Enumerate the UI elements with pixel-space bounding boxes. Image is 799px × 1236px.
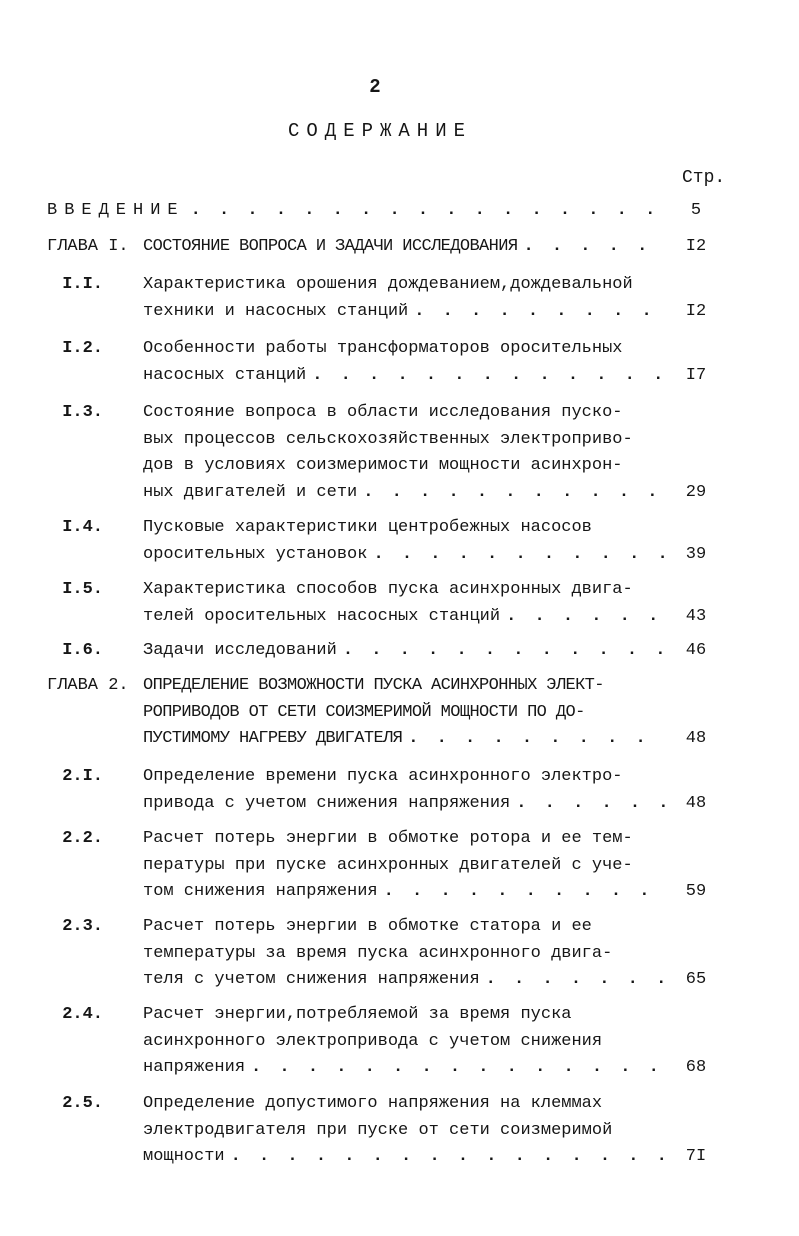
chapter-2-line-3: ПУСТИМОМУ НАГРЕВУ ДВИГАТЕЛЯ	[143, 729, 403, 748]
chapter-1-page: I2	[685, 237, 707, 256]
section-title	[143, 515, 665, 568]
section-line: Расчет потерь энергии в обмотке ротора и ее тем-	[143, 829, 633, 848]
section-line: Характеристика орошения дождеванием,дождевальной	[143, 275, 633, 294]
section-number: I.3.	[62, 403, 103, 422]
chapter-2-label: ГЛАВА 2.	[47, 676, 129, 695]
dot-leader	[486, 970, 665, 989]
section-title	[143, 272, 665, 325]
section-line: дов в условиях соизмеримости мощности асинхрон-	[143, 456, 623, 475]
section-number: 2.4.	[62, 1005, 103, 1024]
chapter-2-page: 48	[685, 729, 707, 748]
chapter-1-title	[143, 234, 665, 261]
section-line: Расчет энергии,потребляемой за время пуска	[143, 1005, 572, 1024]
section-line: том снижения напряжения	[143, 882, 378, 901]
section-line: оросительных установок	[143, 544, 368, 564]
page-column-label: Стр.	[682, 168, 726, 188]
toc-title: СОДЕРЖАНИЕ	[287, 120, 473, 142]
intro-page: 5	[690, 201, 702, 220]
section-line: Расчет потерь энергии в обмотке статора и ее	[143, 917, 592, 936]
dot-leader	[516, 794, 665, 813]
section-line: Характеристика способов пуска асинхронных двига-	[143, 580, 633, 599]
section-line: Задачи исследований	[143, 641, 337, 660]
section-title	[143, 764, 665, 817]
dot-leader	[373, 545, 665, 564]
section-page: 39	[685, 544, 707, 564]
dot-leader	[363, 483, 665, 502]
section-number: I.6.	[62, 641, 103, 660]
section-line: пературы при пуске асинхронных двигателей с уче-	[143, 855, 633, 875]
section-page: 68	[685, 1058, 707, 1077]
section-page: 29	[685, 482, 707, 502]
section-page: I7	[685, 365, 707, 385]
toc-entry-intro	[47, 198, 665, 225]
section-title	[143, 400, 665, 506]
section-line: напряжения	[143, 1058, 246, 1077]
dot-leader	[408, 729, 665, 748]
section-line: электродвигателя при пуске от сети соизмеримой	[143, 1120, 613, 1140]
section-line: насосных станций	[143, 365, 307, 385]
dot-leader	[231, 1147, 665, 1166]
section-line: Определение допустимого напряжения на клеммах	[143, 1094, 603, 1113]
section-page: 43	[685, 606, 707, 626]
chapter-1-line-1: СОСТОЯНИЕ ВОПРОСА И ЗАДАЧИ ИССЛЕДОВАНИЯ	[143, 237, 518, 256]
section-title	[143, 914, 665, 994]
section-number: 2.3.	[62, 917, 103, 936]
section-line: асинхронного электропривода с учетом снижения	[143, 1031, 603, 1051]
section-line: теля с учетом снижения напряжения	[143, 970, 480, 989]
section-page: 46	[685, 641, 707, 660]
section-number: 2.2.	[62, 829, 103, 848]
section-title	[143, 826, 665, 906]
section-title	[143, 1002, 665, 1082]
section-number: I.4.	[62, 518, 103, 537]
section-line: телей оросительных насосных станций	[143, 606, 501, 626]
section-title	[143, 1091, 665, 1171]
section-number: I.2.	[62, 339, 103, 358]
intro-label: ВВЕДЕНИЕ	[47, 201, 185, 220]
page-number: 2	[369, 76, 381, 98]
section-line: привода с учетом снижения напряжения	[143, 793, 511, 813]
dot-leader	[506, 607, 665, 626]
chapter-2-title	[143, 673, 665, 753]
section-number: 2.I.	[62, 767, 103, 786]
section-line: ных двигателей и сети	[143, 482, 358, 502]
section-page: 65	[685, 970, 707, 989]
section-line: Определение времени пуска асинхронного электро-	[143, 767, 623, 786]
chapter-2-line-1: ОПРЕДЕЛЕНИЕ ВОЗМОЖНОСТИ ПУСКА АСИНХРОННЫХ ЭЛЕКТ-	[143, 676, 604, 695]
chapter-1-label: ГЛАВА I.	[47, 237, 129, 256]
section-title	[143, 336, 665, 389]
dot-leader	[312, 366, 665, 385]
dot-leader	[251, 1058, 665, 1077]
section-page: 48	[685, 793, 707, 813]
section-line: техники и насосных станций	[143, 301, 409, 321]
section-line: вых процессов сельскохозяйственных электроприво-	[143, 429, 633, 449]
section-line: мощности	[143, 1147, 225, 1166]
section-page: 59	[685, 882, 707, 901]
section-line: Состояние вопроса в области исследования пуско-	[143, 403, 623, 422]
section-number: I.I.	[62, 275, 103, 294]
section-page: 7I	[685, 1147, 707, 1166]
dot-leader	[414, 302, 665, 321]
section-page: I2	[685, 301, 707, 321]
section-line: Пусковые характеристики центробежных насосов	[143, 518, 592, 537]
dot-leader	[191, 201, 665, 220]
dot-leader	[523, 237, 665, 256]
section-line: температуры за время пуска асинхронного двига-	[143, 943, 613, 963]
section-title	[143, 577, 665, 630]
section-number: 2.5.	[62, 1094, 103, 1113]
section-title	[143, 638, 665, 665]
chapter-2-line-2: РОПРИВОДОВ ОТ СЕТИ СОИЗМЕРИМОЙ МОЩНОСТИ ПО ДО-	[143, 702, 585, 722]
dot-leader	[384, 882, 665, 901]
dot-leader	[343, 641, 665, 660]
section-number: I.5.	[62, 580, 103, 599]
section-line: Особенности работы трансформаторов оросительных	[143, 339, 623, 358]
